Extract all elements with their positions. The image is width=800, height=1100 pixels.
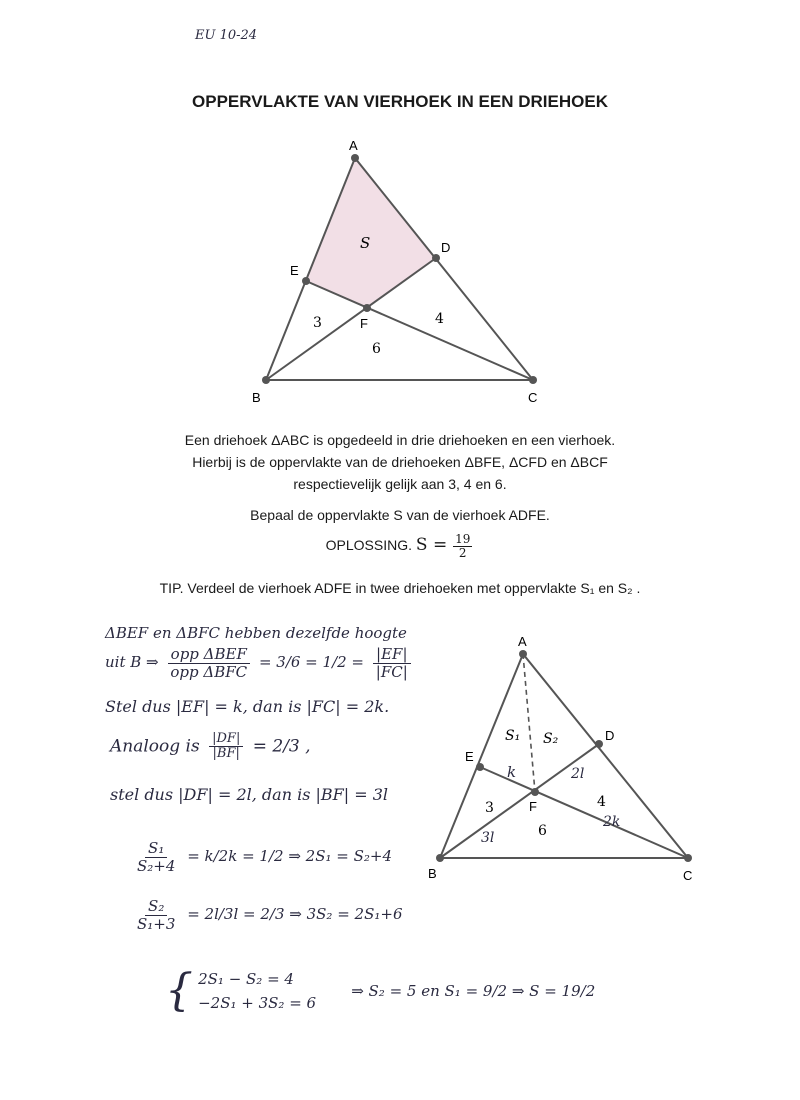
triangle-figure-2: [425, 630, 715, 890]
equation-1: [130, 840, 392, 874]
label-d: D: [441, 240, 451, 255]
system-line-2: −2S₁ + 3S₂ = 6: [198, 993, 317, 1012]
triangle-abc-outline-2: [440, 654, 688, 858]
point-c-2: [684, 854, 692, 862]
segment-label-k: k: [507, 763, 517, 781]
equation-2-rest: = 2l/3l = 2/3 ⇒ 3S₂ = 2S₁+6: [187, 905, 403, 923]
label-e: E: [290, 263, 299, 278]
solution-denominator: 2: [458, 545, 467, 560]
equation-2-num: S₂: [145, 898, 167, 916]
problem-line-2: Hierbij is de oppervlakte van de driehoeken ΔBFE, ΔCFD en ΔBCF: [192, 454, 608, 470]
problem-line-1: Een driehoek ΔABC is opgedeeld in drie driehoeken en een vierhoek.: [184, 432, 616, 448]
point-b-2: [436, 854, 444, 862]
point-a: [351, 154, 359, 162]
segment-af-dashed: [523, 654, 535, 792]
area-label-bfe: 3: [313, 315, 322, 331]
equation-1-fraction: [134, 840, 178, 874]
label-e-2: E: [465, 749, 474, 764]
system-lines: [198, 967, 316, 1015]
point-f-2: [531, 788, 539, 796]
system-result: ⇒ S₂ = 5 en S₁ = 9/2 ⇒ S = 19/2: [351, 981, 596, 1000]
area-label-s1: S₁: [505, 728, 521, 744]
label-d-2: D: [605, 728, 615, 743]
problem-line-3: respectievelijk gelijk aan 3, 4 en 6.: [293, 476, 507, 492]
segment-ce: [306, 281, 533, 380]
hand-line-2-start: uit B ⇒: [105, 653, 159, 671]
label-c: C: [528, 390, 538, 405]
area-label-cfd: 4: [435, 311, 444, 327]
problem-question: Bepaal de oppervlakte S van de vierhoek ADFE.: [250, 507, 550, 523]
page-title: OPPERVLAKTE VAN VIERHOEK IN EEN DRIEHOEK: [192, 92, 608, 111]
segment-ratio-num: |EF|: [373, 646, 410, 664]
equation-1-rest: = k/2k = 1/2 ⇒ 2S₁ = S₂+4: [187, 847, 392, 865]
point-c: [529, 376, 537, 384]
hand-line-1: ΔBEF en ΔBFC hebben dezelfde hoogte: [105, 624, 407, 642]
df-bf-den: |BF|: [212, 746, 240, 762]
solution-label: OPLOSSING.: [325, 536, 412, 553]
label-c-2: C: [683, 868, 693, 883]
equation-1-num: S₁: [145, 840, 167, 858]
equation-system: [165, 965, 595, 1016]
df-bf-fraction: [209, 732, 243, 762]
segment-ratio-fraction: [373, 646, 411, 680]
system-line-1: 2S₁ − S₂ = 4: [198, 969, 294, 988]
equation-2-den: S₁+3: [137, 914, 176, 933]
triangle-figure-1: [240, 130, 570, 420]
label-b-2: B: [428, 866, 437, 881]
label-a: A: [349, 138, 358, 153]
point-f: [363, 304, 371, 312]
df-bf-num: |DF|: [209, 732, 243, 747]
segment-label-2k: 2k: [603, 814, 621, 830]
area-label-bfe-2: 3: [485, 800, 494, 816]
point-a-2: [519, 650, 527, 658]
area-ratio-num: opp ΔBEF: [168, 646, 250, 664]
system-brace: {: [165, 965, 193, 1016]
label-f: F: [360, 316, 368, 331]
area-ratio-den: opp ΔBFC: [170, 662, 248, 681]
segment-ratio-den: |FC|: [375, 662, 408, 681]
area-ratio-fraction: [167, 646, 250, 680]
segment-label-3l: 3l: [481, 830, 495, 846]
solution-numerator: 19: [455, 532, 471, 546]
segment-label-2l: 2l: [571, 766, 585, 782]
point-b: [262, 376, 270, 384]
page-code: EU 10-24: [195, 28, 258, 43]
point-e-2: [476, 763, 484, 771]
point-d: [432, 254, 440, 262]
hand-line-2-mid: = 3/6 = 1/2 =: [258, 653, 364, 671]
hand-line-4: [110, 732, 311, 762]
equation-2-fraction: [134, 898, 178, 932]
hand-line-2: [105, 646, 415, 680]
equation-2: [130, 898, 403, 932]
area-label-bcf-2: 6: [538, 823, 547, 839]
point-e: [302, 277, 310, 285]
label-f-2: F: [529, 799, 537, 814]
area-label-cfd-2: 4: [597, 794, 606, 810]
equation-1-den: S₂+4: [137, 856, 176, 875]
hand-line-4-start: Analoog is: [110, 736, 200, 757]
hand-line-5: stel dus |DF| = 2l, dan is |BF| = 3l: [110, 785, 389, 804]
tip: TIP. Verdeel de vierhoek ADFE in twee driehoeken met oppervlakte S₁ en S₂ .: [159, 580, 641, 596]
point-d-2: [595, 740, 603, 748]
solution-fraction: [453, 533, 472, 559]
area-label-bcf: 6: [372, 341, 381, 357]
solution: [0, 533, 800, 559]
label-b: B: [252, 390, 261, 405]
area-label-s2: S₂: [543, 731, 559, 747]
hand-line-3: Stel dus |EF| = k, dan is |FC| = 2k.: [105, 697, 390, 716]
area-label-s: S: [360, 234, 371, 252]
solution-variable: S =: [415, 534, 448, 555]
hand-line-4-end: = 2/3 ,: [252, 736, 311, 757]
label-a-2: A: [518, 634, 527, 649]
